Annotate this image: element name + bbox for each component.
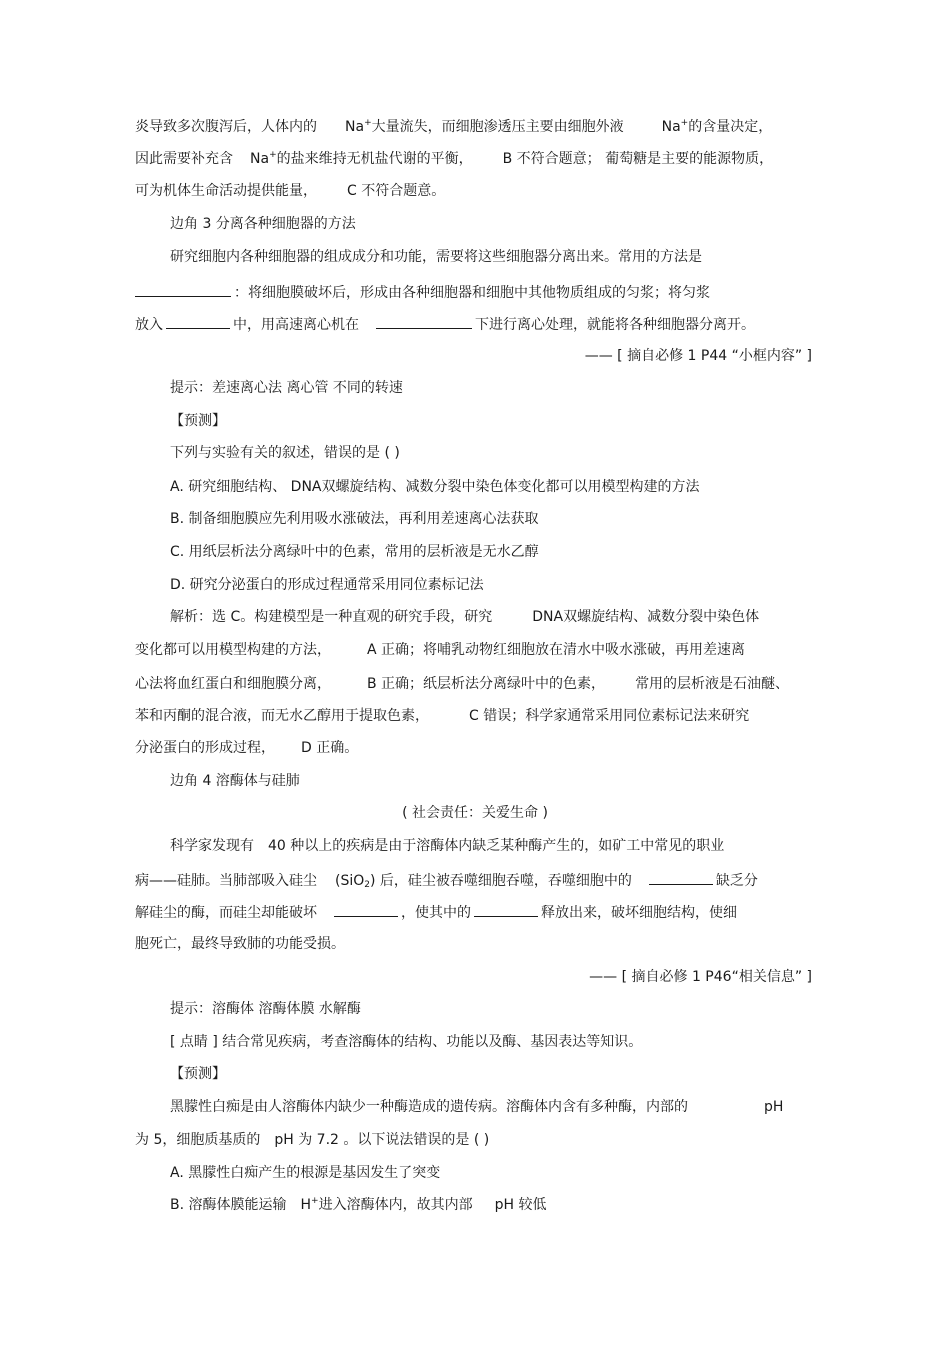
source-citation: —— [ 摘自必修 1 P46“相关信息” ]	[589, 969, 812, 985]
text-line: 炎导致多次腹泻后，人体内的 Na+大量流失，而细胞渗透压主要由细胞外液 Na+的含量决定，	[135, 118, 773, 135]
source-citation: —— [ 摘自必修 1 P44 “小框内容” ]	[584, 348, 812, 364]
section-title: 边角 3 分离各种细胞器的方法	[170, 216, 356, 232]
option-c: C. 用纸层析法分离绿叶中的色素，常用的层析液是无水乙醇	[170, 544, 539, 560]
text-line: 可为机体生命活动提供能量， C 不符合题意。	[135, 183, 446, 199]
question-stem: 为 5，细胞质基质的 pH 为 7.2 。以下说法错误的是 ( )	[135, 1132, 490, 1148]
option-a: A. 黑朦性白痴产生的根源是基因发生了突变	[170, 1165, 441, 1181]
text-line: 放入 中，用高速离心机在 下进行离心处理，就能将各种细胞器分离开。	[135, 313, 755, 335]
option-d: D. 研究分泌蛋白的形成过程通常采用同位素标记法	[170, 577, 484, 593]
explanation-line: 心法将血红蛋白和细胞膜分离， B 正确；纸层析法分离绿叶中的色素， 常用的层析液是石油醚、	[135, 676, 790, 692]
explanation-line: 变化都可以用模型构建的方法， A 正确；将哺乳动物红细胞放在清水中吸水涨破，再用差速离	[135, 642, 746, 658]
fill-blank	[334, 901, 398, 917]
text-line: ：将细胞膜破坏后，形成由各种细胞器和细胞中其他物质组成的匀浆；将匀浆	[135, 281, 710, 303]
prediction-heading: 【预测】	[170, 1066, 226, 1082]
fill-blank	[649, 869, 713, 885]
question-stem: 黑朦性白痴是由人溶酶体内缺少一种酶造成的遗传病。溶酶体内含有多种酶，内部的 pH	[170, 1099, 784, 1115]
key-point: [ 点睛 ] 结合常见疾病，考查溶酶体的结构、功能以及酶、基因表达等知识。	[170, 1034, 643, 1050]
hint-line: 提示：溶酶体 溶酶体膜 水解酶	[170, 1001, 361, 1017]
explanation-line: 分泌蛋白的形成过程， D 正确。	[135, 740, 359, 756]
text-line: 研究细胞内各种细胞器的组成成分和功能，需要将这些细胞器分离出来。常用的方法是	[170, 249, 702, 265]
text-line: 因此需要补充含 Na+的盐来维持无机盐代谢的平衡， B 不符合题意； 葡萄糖是主要的能源物质，	[135, 150, 774, 167]
option-b: B. 溶酶体膜能运输 H+进入溶酶体内，故其内部 pH 较低	[170, 1196, 547, 1213]
fill-blank	[135, 281, 231, 297]
fill-blank	[376, 313, 472, 329]
option-b: B. 制备细胞膜应先利用吸水涨破法，再利用差速离心法获取	[170, 511, 539, 527]
question-stem: 下列与实验有关的叙述，错误的是 ( )	[170, 445, 400, 461]
explanation-line: 苯和丙酮的混合液，而无水乙醇用于提取色素， C 错误；科学家通常采用同位素标记法来研究	[135, 708, 750, 724]
text-line: 解硅尘的酶，而硅尘却能破坏 ，使其中的 释放出来，破坏细胞结构，使细	[135, 901, 737, 923]
option-a: A. 研究细胞结构、 DNA双螺旋结构、减数分裂中染色体变化都可以用模型构建的方法	[170, 479, 700, 495]
section-subtitle: ( 社会责任：关爱生命 )	[402, 805, 548, 821]
hint-line: 提示：差速离心法 离心管 不同的转速	[170, 380, 403, 396]
text-line: 病——硅肺。当肺部吸入硅尘 (SiO$_2$) 后，硅尘被吞噬细胞吞噬，吞噬细胞中的 缺乏分	[135, 869, 758, 891]
text-line: 科学家发现有 40 种以上的疾病是由于溶酶体内缺乏某种酶产生的，如矿工中常见的职业	[170, 838, 725, 854]
fill-blank	[474, 901, 538, 917]
fill-blank	[166, 313, 230, 329]
prediction-heading: 【预测】	[170, 413, 226, 429]
explanation-line: 解析：选 C。构建模型是一种直观的研究手段，研究 DNA双螺旋结构、减数分裂中染色体	[170, 609, 760, 625]
text-line: 胞死亡，最终导致肺的功能受损。	[135, 936, 345, 952]
section-title: 边角 4 溶酶体与硅肺	[170, 773, 300, 789]
